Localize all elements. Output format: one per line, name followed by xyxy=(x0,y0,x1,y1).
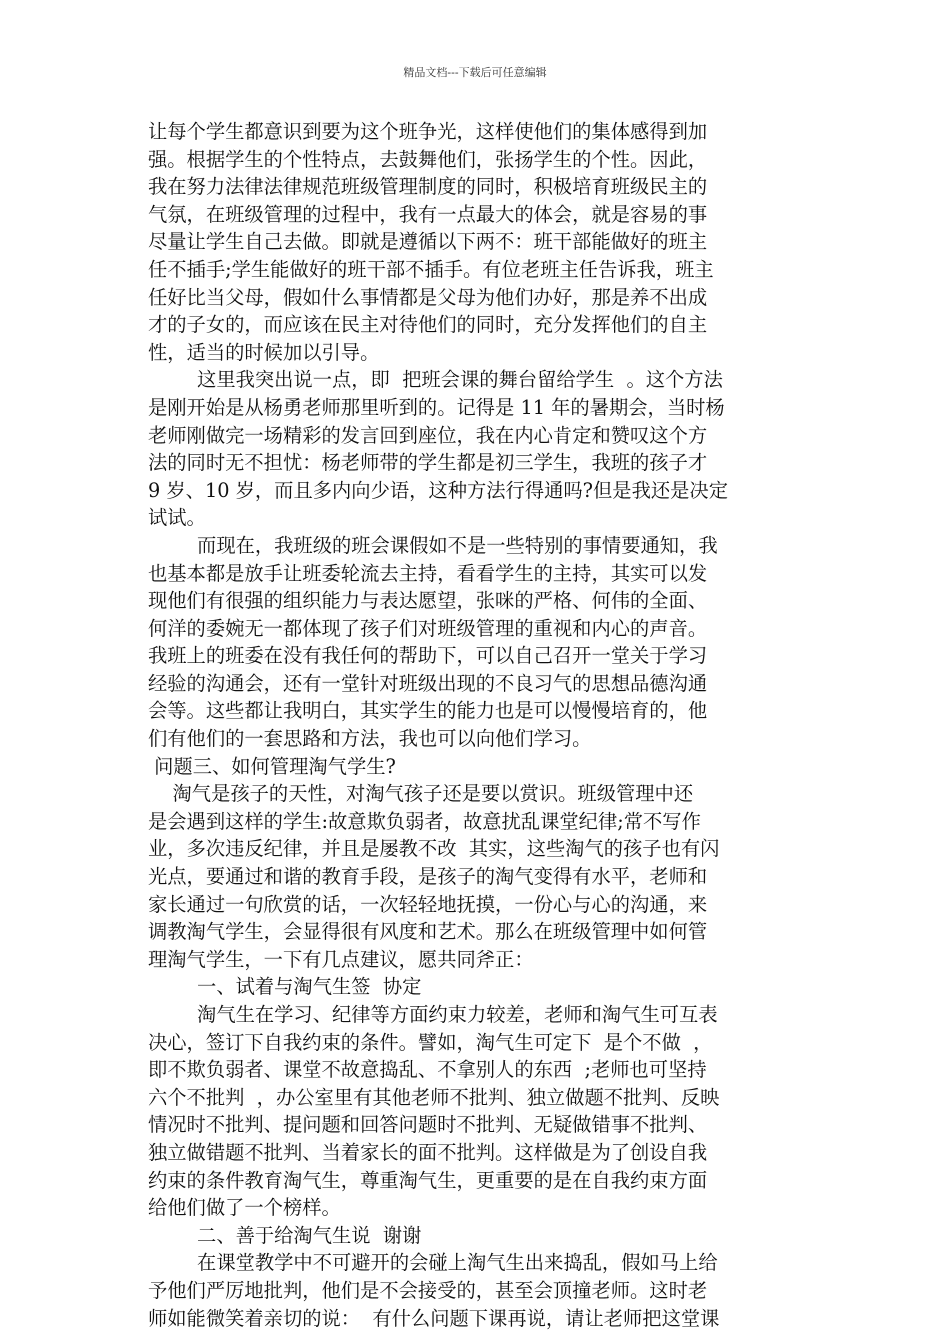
text-line: 何洋的委婉无一都体现了孩子们对班级管理的重视和内心的声音。 xyxy=(148,616,708,640)
text-line: 9 岁、10 岁，而且多内向少语，这种方法行得通吗?但是我还是决定 xyxy=(148,478,728,502)
text-line: 即不欺负弱者、课堂不故意捣乱、不拿别人的东西 ;老师也可坚持 xyxy=(148,1058,707,1082)
text-line: 现他们有很强的组织能力与表达愿望，张咪的严格、何伟的全面、 xyxy=(148,589,708,613)
text-line: 是会遇到这样的学生:故意欺负弱者，故意扰乱课堂纪律;常不写作 xyxy=(148,809,701,833)
text-line: 任好比当父母，假如什么事情都是父母为他们办好，那是养不出成 xyxy=(148,285,708,309)
text-line: 是刚开始是从杨勇老师那里听到的。记得是 11 年的暑期会，当时杨 xyxy=(148,395,725,419)
text-line: 师如能微笑着亲切的说： 有什么问题下课再说，请让老师把这堂课 xyxy=(148,1306,720,1330)
text-line: 约束的条件教育淘气生，尊重淘气生，更重要的是在自我约束方面 xyxy=(148,1168,708,1192)
text-line: 问题三、如何管理淘气学生? xyxy=(148,754,396,778)
text-line: 强。根据学生的个性特点，去鼓舞他们，张扬学生的个性。因此， xyxy=(148,147,708,171)
text-line: 法的同时无不担忧：杨老师带的学生都是初三学生，我班的孩子才 xyxy=(148,451,708,475)
text-line: 经验的沟通会，还有一堂针对班级出现的不良习气的思想品德沟通 xyxy=(148,671,708,695)
text-line: 我班上的班委在没有我任何的帮助下，可以自己召开一堂关于学习 xyxy=(148,644,708,668)
text-line: 我在努力法律法律规范班级管理制度的同时，积极培育班级民主的 xyxy=(148,175,708,199)
text-line: 性，适当的时候加以引导。 xyxy=(148,340,380,364)
text-line: 光点，要通过和谐的教育手段，是孩子的淘气变得有水平，老师和 xyxy=(148,865,708,889)
text-line: 气氛，在班级管理的过程中，我有一点最大的体会，就是容易的事 xyxy=(148,202,708,226)
text-line: 试试。 xyxy=(148,506,206,530)
text-line: 决心，签订下自我约束的条件。譬如，淘气生可定下 是个不做 ， xyxy=(148,1030,713,1054)
text-line: 在课堂教学中不可避开的会碰上淘气生出来捣乱，假如马上给 xyxy=(148,1251,718,1275)
text-line: 调教淘气学生，会显得很有风度和艺术。那么在班级管理中如何管 xyxy=(148,920,708,944)
text-line: 予他们严厉地批判，他们是不会接受的，甚至会顶撞老师。这时老 xyxy=(148,1278,708,1302)
text-line: 任不插手;学生能做好的班干部不插手。有位老班主任告诉我，班主 xyxy=(148,257,714,281)
text-line: 尽量让学生自己去做。即就是遵循以下两不：班干部能做好的班主 xyxy=(148,230,708,254)
text-line: 淘气是孩子的天性，对淘气孩子还是要以赏识。班级管理中还 xyxy=(148,782,694,806)
document-body xyxy=(148,118,808,1332)
text-line: 给他们做了一个榜样。 xyxy=(148,1196,341,1220)
text-line: 情况时不批判、提问题和回答问题时不批判、无疑做错事不批判、 xyxy=(148,1113,708,1137)
text-line: 让每个学生都意识到要为这个班争光，这样使他们的集体感得到加 xyxy=(148,120,708,143)
text-line: 才的子女的，而应该在民主对待他们的同时，充分发挥他们的自主 xyxy=(148,313,708,337)
text-line: 一、试着与淘气生签 协定 xyxy=(148,975,422,999)
text-line: 会等。这些都让我明白，其实学生的能力也是可以慢慢培育的，他 xyxy=(148,699,708,723)
text-line: 理淘气学生，一下有几点建议，愿共同斧正： xyxy=(148,947,534,971)
page-header: 精品文档---下载后可任意编辑 xyxy=(403,66,547,79)
text-line: 也基本都是放手让班委轮流去主持，看看学生的主持，其实可以发 xyxy=(148,561,708,585)
text-line: 淘气生在学习、纪律等方面约束力较差，老师和淘气生可互表 xyxy=(148,1003,718,1026)
text-line: 家长通过一句欣赏的话，一次轻轻地抚摸，一份心与心的沟通，来 xyxy=(148,892,708,916)
text-line: 二、善于给淘气生说 谢谢 xyxy=(148,1223,422,1247)
text-line: 业，多次违反纪律，并且是屡教不改 其实，这些淘气的孩子也有闪 xyxy=(148,837,720,861)
text-line: 老师刚做完一场精彩的发言回到座位，我在内心肯定和赞叹这个方 xyxy=(148,423,708,447)
text-line: 这里我突出说一点，即 把班会课的舞台留给学生 。这个方法 xyxy=(148,368,723,392)
text-line: 而现在，我班级的班会课假如不是一些特别的事情要通知，我 xyxy=(148,533,718,557)
text-line: 独立做错题不批判、当着家长的面不批判。这样做是为了创设自我 xyxy=(148,1140,708,1164)
text-line: 六个不批判 ，办公室里有其他老师不批判、独立做题不批判、反映 xyxy=(148,1085,720,1109)
text-line: 们有他们的一套思路和方法，我也可以向他们学习。 xyxy=(148,727,592,751)
